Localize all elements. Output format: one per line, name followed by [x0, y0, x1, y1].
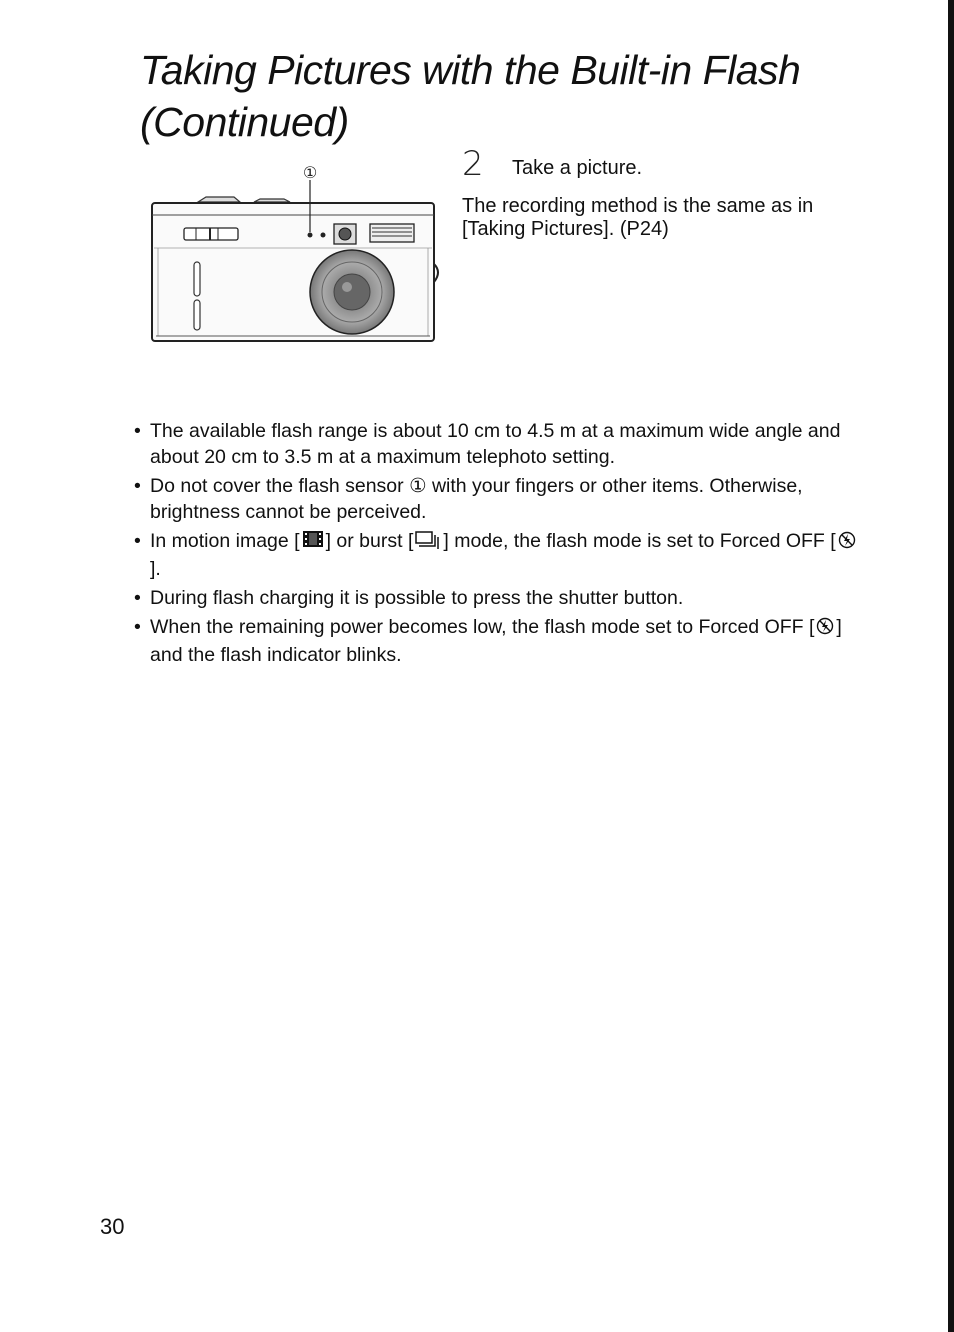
note-charging — [134, 585, 864, 611]
bullet: • — [134, 530, 141, 552]
note-text: ] and the flash indicator blinks. — [150, 616, 842, 666]
note-text: ]. — [150, 558, 161, 580]
note-text: When the remaining power becomes low, the flash mode set to Forced OFF [ — [150, 616, 815, 638]
sensor-callout: ① — [409, 474, 427, 497]
bullet: • — [134, 420, 141, 442]
note-motion-burst — [134, 528, 864, 582]
bullet: • — [134, 587, 141, 609]
note-flash-sensor — [134, 473, 864, 525]
bullet: • — [134, 475, 141, 497]
step-body: The recording method is the same as in [Taking Pictures]. (P24) — [462, 195, 814, 240]
motion-image-icon — [302, 529, 324, 556]
notes-list — [134, 418, 864, 671]
page-number: 30 — [100, 1214, 125, 1239]
note-flash-range — [134, 418, 864, 470]
note-text: ] or burst [ — [325, 530, 414, 552]
note-text: The available flash range is about 10 cm to 4.5 m at a maximum wide angle and about 20 cm to 3.5 m at a maximum telephoto setting. — [150, 420, 841, 468]
page-edge — [948, 0, 954, 1332]
note-text: with your fingers or other items. Otherwise, brightness cannot be perceived. — [150, 475, 803, 523]
bullet: • — [134, 616, 141, 638]
note-low-power — [134, 614, 864, 668]
step-number: 2 — [462, 144, 484, 184]
camera-illustration — [148, 160, 440, 346]
step-title: Take a picture. — [512, 157, 643, 179]
note-text: Do not cover the flash sensor — [150, 475, 410, 497]
flash-off-icon — [816, 616, 834, 642]
note-text: During flash charging it is possible to press the shutter button. — [150, 587, 684, 609]
title-line-2: (Continued) — [140, 99, 349, 145]
burst-icon — [415, 529, 441, 556]
page-title — [140, 44, 800, 148]
note-text: ] mode, the flash mode is set to Forced OFF [ — [443, 530, 836, 552]
note-text: In motion image [ — [150, 530, 300, 552]
title-line-1: Taking Pictures with the Built-in Flash — [140, 47, 801, 93]
flash-off-icon — [838, 530, 856, 556]
sensor-callout: ① — [302, 163, 318, 182]
